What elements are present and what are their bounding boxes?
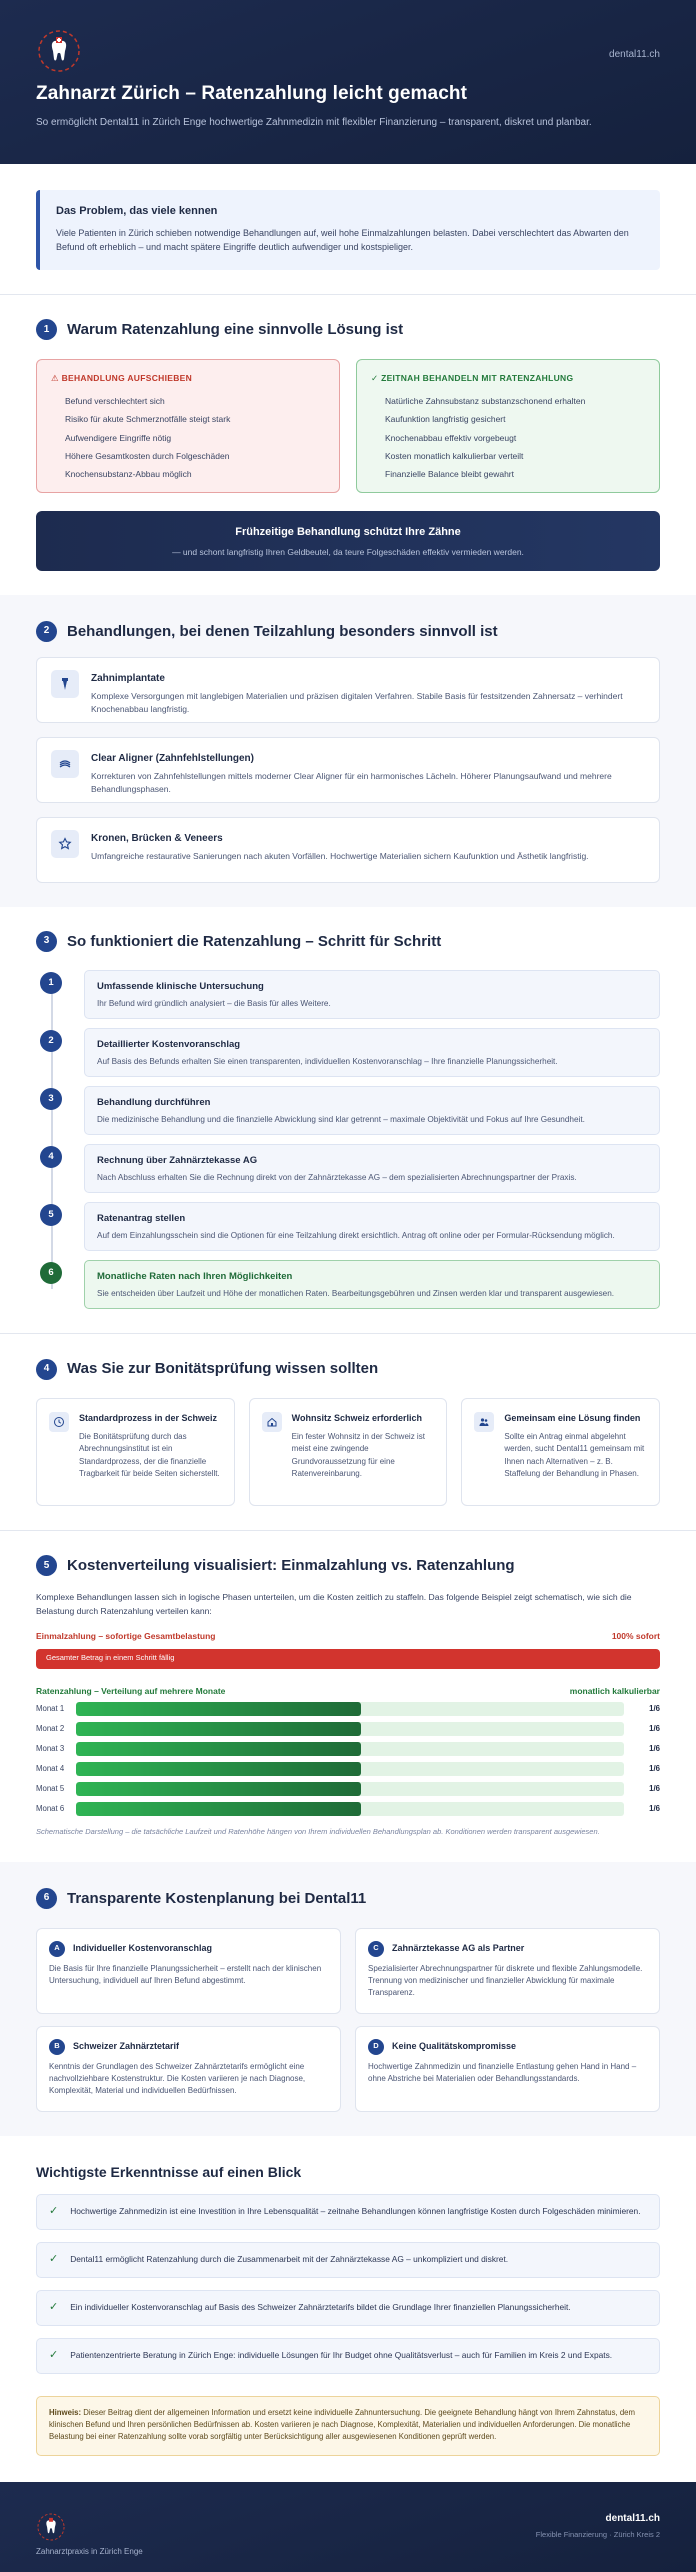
steps-timeline: [0, 952, 696, 1309]
list-item: Risiko für akute Schmerznotfälle steigt stark: [65, 414, 231, 425]
section-title: Kostenverteilung visualisiert: Einmalzahlung vs. Ratenzahlung: [67, 1557, 515, 1574]
month-bar: [76, 1782, 361, 1796]
month-label: Monat 5: [36, 1784, 65, 1794]
disclaimer-label: Hinweis:: [49, 2407, 82, 2417]
problem-callout: [36, 190, 660, 270]
list-item: Knochenabbau effektiv vorgebeugt: [385, 432, 517, 443]
disclaimer-text: Dieser Beitrag dient der allgemeinen Information und ersetzt keine individuelle Zahnuntersuchung. Die geeignete Behandlung hängt von Ihrem Zahnstatus, dem klinischen Befund und Ihren persönlichen Bedürfnissen ab. Kosten variieren je nach Diagnose, Komplexität, Materialien und individuellen Anforderungen. Die monatliche Belastung bei einer Ratenzahlung sollte vorab sorgfältig unter Berücksichtigung aller ausgewiesenen Konditionen geprüft werden.: [49, 2407, 635, 2442]
month-label: Monat 4: [36, 1764, 65, 1774]
single-payment-label: Einmalzahlung – sofortige Gesamtbelastung: [36, 1631, 216, 1642]
rate-payment-header: [0, 1669, 696, 1697]
section-title: Behandlungen, bei denen Teilzahlung besonders sinnvoll ist: [67, 622, 498, 640]
planning-card: [355, 1928, 660, 2014]
list-item: Kosten monatlich kalkulierbar verteilt: [385, 451, 524, 461]
section-title: So funktioniert die Ratenzahlung – Schritt für Schritt: [67, 932, 442, 950]
step-title: Ratenantrag stellen: [97, 1213, 186, 1225]
planning-card: [36, 2026, 341, 2112]
step-number: 5: [40, 1204, 62, 1226]
card-text: Kenntnis der Grundlagen des Schweizer Zahnärztetarifs ermöglicht eine nachvollziehbare Kostenstruktur. Die Kosten variieren je nach Diagnose, Komplexität, Material und individuellen Bedürfnissen.: [49, 2061, 306, 2096]
card-text: Spezialisierter Abrechnungspartner für diskrete und flexible Zahlungsmodelle. Trennung von medizinischer und finanzieller Abwicklung für maximale Transparenz.: [368, 1963, 643, 1998]
card-badge: C: [368, 1941, 384, 1957]
insight-text: Ein individueller Kostenvoranschlag auf Basis des Schweizer Zahnärztetarifs bildet die Grundlage Ihrer finanziellen Planungssicherheit.: [70, 2302, 571, 2313]
insights-title: Wichtigste Erkenntnisse auf einen Blick: [36, 2163, 302, 2180]
card-text: Korrekturen von Zahnfehlstellungen mittels moderner Clear Aligner für ein harmonisches Lächeln. Höherer Planungsaufwand und mehrere Behandlungsphasen.: [91, 771, 612, 794]
month-row: [0, 1721, 696, 1737]
list-item: Natürliche Zahnsubstanz substanzschonend erhalten: [385, 396, 586, 407]
month-label: Monat 3: [36, 1744, 65, 1754]
month-share-label: 1/6: [649, 1804, 660, 1814]
planning-card: [36, 1928, 341, 2014]
section-6-header: [0, 1862, 696, 1910]
step: [36, 1144, 660, 1193]
clock-icon: [49, 1412, 69, 1432]
card-title: Zahnärztekasse AG als Partner: [392, 1942, 525, 1953]
comparison: [0, 341, 696, 493]
page-subtitle: So ermöglicht Dental11 in Zürich Enge hochwertige Zahnmedizin mit flexibler Finanzierung – transparent, diskret und planbar.: [36, 116, 592, 128]
list-item: Befund verschlechtert sich: [65, 396, 165, 407]
logo[interactable]: [36, 28, 82, 74]
step-text: Ihr Befund wird gründlich analysiert – die Basis für alles Weitere.: [97, 999, 331, 1009]
step-number: 1: [40, 972, 62, 994]
section-number: 1: [36, 319, 57, 340]
info-card: [249, 1398, 448, 1506]
card-title: Individueller Kostenvoranschlag: [73, 1942, 213, 1953]
month-bar-track: [76, 1722, 624, 1736]
check-icon: ✓: [49, 2348, 59, 2361]
section-number: 4: [36, 1359, 57, 1380]
step-title: Rechnung über Zahnärztekasse AG: [97, 1155, 258, 1167]
postpone-title: ⚠ BEHANDLUNG AUFSCHIEBEN: [51, 372, 193, 383]
insight-item: [36, 2194, 660, 2230]
section-title: Warum Ratenzahlung eine sinnvolle Lösung ist: [67, 321, 404, 338]
list-item: Aufwendigere Eingriffe nötig: [65, 432, 172, 443]
card-title: Zahnimplantate: [91, 672, 165, 684]
step-text: Sie entscheiden über Laufzeit und Höhe der monatlichen Raten. Bearbeitungsgebühren und Zinsen werden klar und transparent ausgewiesen.: [97, 1289, 615, 1299]
cost-planning-grid: [0, 1910, 696, 2112]
hero-header: [0, 0, 696, 164]
rate-payment-label: Ratenzahlung – Verteilung auf mehrere Monate: [36, 1685, 226, 1696]
section-number: 3: [36, 931, 57, 952]
single-payment-share: 100% sofort: [611, 1631, 660, 1642]
month-bar-track: [76, 1702, 624, 1716]
check-icon: ✓: [49, 2204, 59, 2217]
month-share-label: 1/6: [649, 1704, 660, 1714]
step-text: Auf dem Einzahlungsschein sind die Optionen für eine Teilzahlung direkt ersichtlich. Antrag oft online oder per Formular-Rücksendung möglich.: [97, 1231, 615, 1241]
step-title: Detaillierter Kostenvoranschlag: [97, 1039, 241, 1051]
step-title: Monatliche Raten nach Ihren Möglichkeiten: [97, 1271, 293, 1283]
footer-domain-link[interactable]: dental11.ch: [605, 2513, 660, 2525]
home-icon: [262, 1412, 282, 1432]
aligner-icon: [51, 750, 79, 778]
insight-text: Dental11 ermöglicht Ratenzahlung durch die Zusammenarbeit mit der Zahnärztekasse AG – unkompliziert und diskret.: [70, 2254, 509, 2265]
highlight-banner: [36, 511, 660, 571]
people-icon: [474, 1412, 494, 1432]
key-insights: [0, 2136, 696, 2374]
insight-item: [36, 2338, 660, 2374]
section-number: 5: [36, 1555, 57, 1576]
month-row: [0, 1781, 696, 1797]
problem-text: Viele Patienten in Zürich schieben notwendige Behandlungen auf, weil hohe Einmalzahlungen belasten. Dabei verschlechtert das Abwarten den Befund oft erheblich – und macht spätere Eingriffe deutlich aufwendiger und kostspieliger.: [56, 227, 629, 253]
month-share-label: 1/6: [649, 1784, 660, 1794]
rate-payment-note: monatlich kalkulierbar: [569, 1685, 660, 1696]
treatment-card: [36, 817, 660, 883]
card-title: Gemeinsam eine Lösung finden: [504, 1413, 641, 1423]
card-title: Standardprozess in der Schweiz: [79, 1413, 218, 1423]
card-text: Ein fester Wohnsitz in der Schweiz ist meist eine zwingende Grundvoraussetzung für eine Ratenvereinbarung.: [291, 1432, 425, 1479]
step-text: Auf Basis des Befunds erhalten Sie einen transparenten, individuellen Kostenvoranschlag – Ihre finanzielle Planungssicherheit.: [97, 1057, 558, 1067]
footer-tagline: Zahnarztpraxis in Zürich Enge: [36, 2546, 143, 2556]
insight-text: Patientenzentrierte Beratung in Zürich Enge: individuelle Lösungen für Ihr Budget ohne Qualitätsverlust – auch für Familien im Kreis 2 und Expats.: [70, 2350, 613, 2361]
single-payment-bar: Gesamter Betrag in einem Schritt fällig: [36, 1649, 660, 1669]
banner-text: — und schont langfristig Ihren Geldbeutel, da teure Folgeschäden effektiv vermieden werden.: [172, 546, 524, 557]
info-card: [461, 1398, 660, 1506]
check-icon: ✓: [49, 2300, 59, 2313]
month-bar-track: [76, 1782, 624, 1796]
star-icon: [51, 830, 79, 858]
banner-title: Frühzeitige Behandlung schützt Ihre Zähne: [235, 525, 461, 538]
list-item: Kaufunktion langfristig gesichert: [385, 414, 506, 425]
card-text: Sollte ein Antrag einmal abgelehnt werden, sucht Dental11 gemeinsam mit Ihnen nach Alternativen – z. B. Staffelung der Behandlung in Phasen.: [504, 1432, 645, 1479]
step-number: 2: [40, 1030, 62, 1052]
section-3-header: [0, 907, 696, 953]
section-2-header: [0, 595, 696, 643]
month-label: Monat 1: [36, 1704, 65, 1714]
list-item: Finanzielle Balance bleibt gewahrt: [385, 469, 514, 480]
month-bar-track: [76, 1762, 624, 1776]
treatment-card: [36, 737, 660, 803]
card-text: Die Bonitätsprüfung durch das Abrechnungsinstitut ist ein Standardprozess, der die finanzielle Tragbarkeit für beide Seiten sicherstellt.: [79, 1432, 220, 1479]
implant-icon: [51, 670, 79, 698]
month-label: Monat 2: [36, 1724, 65, 1734]
planning-card: [355, 2026, 660, 2112]
card-badge: A: [49, 1941, 65, 1957]
single-payment-header: [0, 1618, 696, 1642]
section-6: [0, 1862, 696, 2136]
step-title: Umfassende klinische Untersuchung: [97, 981, 264, 993]
step-number: 4: [40, 1146, 62, 1168]
month-bar: [76, 1722, 361, 1736]
timely-box: [356, 359, 660, 493]
list-item: Höhere Gesamtkosten durch Folgeschäden: [65, 451, 230, 461]
insight-item: [36, 2290, 660, 2326]
step-text: Nach Abschluss erhalten Sie die Rechnung direkt von der Zahnärztekasse AG – dem spezialisierten Abrechnungspartner der Praxis.: [97, 1173, 577, 1183]
postpone-box: [36, 359, 340, 493]
chart-footnote: Schematische Darstellung – die tatsächliche Laufzeit und Ratenhöhe hängen von Ihrem individuellen Behandlungsplan ab. Konditionen werden transparent ausgewiesen.: [36, 1826, 600, 1836]
card-text: Hochwertige Zahnmedizin und finanzielle Entlastung gehen Hand in Hand – ohne Abstriche bei Materialien oder Behandlungsstandards.: [368, 2061, 637, 2083]
step-number: 3: [40, 1088, 62, 1110]
insight-text: Hochwertige Zahnmedizin ist eine Investition in Ihre Lebensqualität – zeitnahe Behandlungen können langfristige Kosten durch Folgeschäden minimieren.: [70, 2206, 641, 2217]
footer-subline: Flexible Finanzierung · Zürich Kreis 2: [535, 2529, 660, 2539]
insight-item: [36, 2242, 660, 2278]
card-title: Schweizer Zahnärztetarif: [73, 2040, 180, 2051]
month-row: [0, 1801, 696, 1817]
section-1-header: [0, 295, 696, 341]
section-4-header: [0, 1334, 696, 1380]
header-domain-link[interactable]: dental11.ch: [609, 49, 660, 60]
step-text: Die medizinische Behandlung und die finanzielle Abwicklung sind klar getrennt – maximale Objektivität und Fokus auf Ihre Gesundheit.: [97, 1115, 585, 1125]
step-final: [36, 1260, 660, 1309]
tooth-logo-icon[interactable]: [36, 2512, 66, 2542]
section-intro: Komplexe Behandlungen lassen sich in logische Phasen unterteilen, um die Kosten zeitlich zu staffeln. Das folgende Beispiel zeigt schematisch, wie sich die Belastung durch Ratenzahlung verteilen kann:: [36, 1591, 632, 1616]
page-title: Zahnarzt Zürich – Ratenzahlung leicht gemacht: [36, 83, 468, 104]
section-number: 2: [36, 621, 57, 642]
check-icon: ✓: [49, 2252, 59, 2265]
card-text: Komplexe Versorgungen mit langlebigen Materialien und präzisen digitalen Verfahren. Stabile Basis für festsitzenden Zahnersatz – verhindert Knochenabbau langfristig.: [91, 691, 623, 714]
card-text: Die Basis für Ihre finanzielle Planungssicherheit – erstellt nach der klinischen Untersuchung, individuell auf Ihren Befund abgestimmt.: [49, 1963, 322, 1985]
card-title: Kronen, Brücken & Veneers: [91, 832, 223, 844]
step: [36, 1028, 660, 1077]
card-title: Wohnsitz Schweiz erforderlich: [291, 1413, 423, 1423]
month-label: Monat 6: [36, 1804, 65, 1814]
card-text: Umfangreiche restaurative Sanierungen nach akuten Vorfällen. Hochwertige Materialien sichern Kaufunktion und Ästhetik langfristig.: [91, 851, 589, 861]
month-row: [0, 1701, 696, 1717]
section-title: Was Sie zur Bonitätsprüfung wissen sollten: [67, 1360, 379, 1378]
problem-title: Das Problem, das viele kennen: [56, 205, 218, 217]
card-badge: D: [368, 2039, 384, 2055]
section-5-header: [0, 1531, 696, 1577]
info-card: [36, 1398, 235, 1506]
month-bar-track: [76, 1742, 624, 1756]
step: [36, 1086, 660, 1135]
section-number: 6: [36, 1888, 57, 1909]
step: [36, 970, 660, 1019]
timely-title: ✓ ZEITNAH BEHANDELN MIT RATENZAHLUNG: [371, 372, 574, 383]
disclaimer-box: [36, 2396, 660, 2456]
step-title: Behandlung durchführen: [97, 1097, 211, 1109]
month-bar: [76, 1762, 361, 1776]
month-share-label: 1/6: [649, 1764, 660, 1774]
footer: [0, 2482, 696, 2572]
month-share-label: 1/6: [649, 1724, 660, 1734]
step-number: 6: [40, 1262, 62, 1284]
month-bar: [76, 1802, 361, 1816]
tooth-logo-icon: [36, 28, 82, 74]
month-row: [0, 1761, 696, 1777]
treatment-card: [36, 657, 660, 723]
rate-chart: [0, 1701, 696, 1817]
section-2: [0, 595, 696, 907]
card-title: Keine Qualitätskompromisse: [392, 2040, 517, 2051]
month-share-label: 1/6: [649, 1744, 660, 1754]
month-bar: [76, 1742, 361, 1756]
month-bar-track: [76, 1802, 624, 1816]
card-title: Clear Aligner (Zahnfehlstellungen): [91, 752, 254, 764]
list-item: Knochensubstanz-Abbau möglich: [65, 469, 192, 480]
section-title: Transparente Kostenplanung bei Dental11: [67, 1889, 367, 1907]
month-bar: [76, 1702, 361, 1716]
month-row: [0, 1741, 696, 1757]
card-badge: B: [49, 2039, 65, 2055]
step: [36, 1202, 660, 1251]
credit-check-cards: [0, 1380, 696, 1506]
